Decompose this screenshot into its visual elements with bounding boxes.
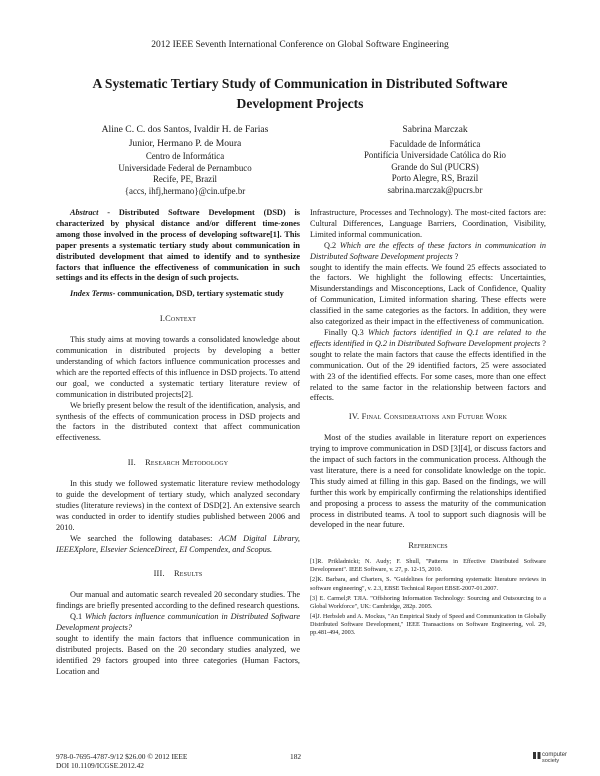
paragraph: sought to identify the main effects. We found 25 effects associated to the factors. We highlight the following effects: Uncertainties, Misunderstandings and Misconceptions, Lack of Confidence, Quality of Communication, Limited information sharing. These effects were classified in the same categories as the factors. In addition, they were also categorized as their impact in the effectiveness of communication.: [310, 262, 546, 327]
reference-item: [2]K. Barbara, and Charters, S. "Guidelines for performing systematic literature reviews in software engineering", v. 2.3, EBSE Technical Report EBSE-2007-01.2007.: [310, 576, 546, 592]
section-heading-final: IV. Final Considerations and Future Work: [348, 412, 508, 422]
logo-text-computer: computer: [542, 752, 568, 758]
paragraph: Our manual and automatic search revealed 20 secondary studies. The findings are briefly presented according to the defined research questions.: [56, 590, 300, 611]
research-question-2: [310, 241, 546, 263]
author-names: Aline C. C. dos Santos, Ivaldir H. de Farias: [101, 124, 269, 135]
databases-intro: We searched the following databases:: [70, 533, 220, 543]
reference-item: [3] E. Carmel;P. TJIA. "Offshoring Information Technology: Sourcing and Outsourcing to a Global Workforce", UK: Cambridge, 282p. 2005.: [310, 594, 546, 610]
author-dept: Centro de Informática: [145, 151, 225, 162]
author-block-right: [330, 124, 540, 197]
paragraph: We briefly present below the result of the identification, analysis, and synthesis of the effects of communication process in DSD projects and the factors in the distributed context that affect communication effectiveness.: [56, 400, 300, 443]
paper-title: A Systematic Tertiary Study of Communication in Distributed Software Development Projects: [92, 76, 508, 111]
logo-text-society: society: [542, 758, 560, 764]
paragraph: sought to identify the main factors that influence communication in distributed projects. Based on the 20 secondary studies analyzed, we identified 29 factors grouped into three categories (Human Factors, Location and: [56, 634, 300, 676]
reference-item: [4]J. Herbsleb and A. Mockus, "An Empirical Study of Speed and Communication in Globally Distributed Software Development," IEEE Transactions on Software Engineering, vol. 29, pp.481-494, 2003.: [310, 612, 546, 637]
research-question-3: [310, 328, 546, 350]
section-heading-methodology: II. Research Metodology: [127, 458, 229, 468]
author-univ: Pontifícia Universidade Católica do Rio: [364, 150, 506, 161]
author-city: Recife, PE, Brazil: [152, 174, 218, 185]
author-univ: Universidade Federal de Pernambuco: [118, 162, 252, 173]
abstract-text: - Distributed Software Development (DSD) is characterized by physical distance and/or different time-zones among those involved in the process of developing software[1]. This paper presents a systematic tertiary study about communication in distributed development that aimed to identify and to synthesize factors that influence the effectiveness of communication in such settings and its effects in the design of such projects.: [56, 208, 300, 283]
left-column: [56, 208, 300, 678]
right-column: [310, 208, 546, 639]
conference-header: 2012 IEEE Seventh International Conference on Global Software Engineering: [151, 40, 449, 50]
section-heading-results: III. Results: [153, 569, 203, 579]
rq3-label: Finally Q.3: [324, 327, 369, 337]
index-terms-text: - communication, DSD, tertiary systematic study: [112, 289, 284, 299]
author-dept: Faculdade de Informática: [389, 138, 481, 149]
reference-item: [1]R. Prikladnicki; N. Audy; F. Shull, "Patterns in Effective Distributed Software Development". IEEE Software, v. 27, p. 12-15, 2010.: [310, 558, 546, 574]
logo-mark-icon: [532, 750, 542, 760]
paragraph: This study aims at moving towards a consolidated knowledge about communication in distributed projects by developing a better understanding of which factors influence communication processes and which are the reported effects of this influence in DSD projects. To attend our goal, we conducted a systematic tertiary literature review of communication in distributed projects[2].: [56, 335, 300, 399]
paragraph: In this study we followed systematic literature review methodology to guide the development of tertiary study, which analyzed secondary studies (literature reviews) in the context of DSD[2]. An extensive search was conducted in order to identify studies published between 2006 and 2010.: [56, 479, 300, 532]
author-names-cont: Junior, Hermano P. de Moura: [128, 137, 242, 149]
paragraph-databases: [56, 534, 300, 556]
computer-society-logo: [532, 750, 568, 772]
database-list: ACM Digital Library, IEEEXplore, Elsevier ScienceDirect, EI Compendex, and Scopus.: [56, 533, 300, 554]
rq3-text: Which factors identified in Q.1 are related to the effects identified in Q.2 in Distributed Software Development projects: [310, 327, 546, 348]
footer-isbn: 978-0-7695-4787-9/12 $26.00 © 2012 IEEE: [56, 752, 188, 761]
rq1-label: Q.1: [70, 612, 85, 622]
author-email: sabrina.marczak@pucrs.br: [387, 184, 483, 195]
footer-doi: DOI 10.1109/ICGSE.2012.42: [56, 761, 145, 771]
rq2-label: Q.2: [324, 240, 340, 250]
research-question-1: [56, 612, 300, 634]
rq3-tail: ?: [540, 338, 546, 348]
rq2-text: Which are the effects of these factors in communication in Distributed Software Development projects: [310, 240, 546, 261]
footer-copyright: [56, 752, 187, 771]
author-names: Sabrina Marczak: [402, 124, 468, 135]
paragraph: Most of the studies available in literature report on experiences trying to improve communication in DSD [3][4], or discuss factors and the impact of such factors in the communication process. Although the vast literature, there is a need for consolidate knowledge on the topic. This study aimed at filling in this gap. Based on the findings, we will further this work by empirically confirming the relationships identified and proposing a process to assess the maturity of the communication process in distributed teams. A tool to support such diagnosis will be developed in the near future.: [310, 433, 546, 530]
abstract: [56, 208, 300, 284]
section-heading-context: I.Context: [159, 314, 197, 324]
index-terms-label: Index Terms: [70, 289, 113, 299]
rq1-text: Which factors influence communication in Distributed Software Development projects?: [56, 612, 300, 633]
index-terms: [56, 289, 300, 300]
author-block-left: [60, 124, 310, 198]
author-univ-cont: Grande do Sul (PUCRS): [391, 161, 479, 172]
abstract-label: Abstract: [70, 208, 99, 217]
rq2-tail: ?: [452, 251, 459, 261]
paragraph: Infrastructure, Processes and Technology). The most-cited factors are: Cultural Differences, Language Barriers, Coordination, Visibility, Limited informal communication.: [310, 208, 546, 239]
page-number: 182: [290, 752, 302, 761]
references-list: [310, 558, 546, 637]
references-heading: References: [408, 541, 448, 551]
author-city: Porto Alegre, RS, Brazil: [391, 173, 479, 184]
author-email: {accs, ihfj,hermano}@cin.ufpe.br: [124, 185, 246, 196]
paragraph: sought to relate the main factors that cause the effects identified in the communication. Out of the 29 identified factors, 25 were associated with 23 of the identified effects. For some cases, more than one effect related to the same factor in the relationship between factors and effects.: [310, 349, 546, 403]
